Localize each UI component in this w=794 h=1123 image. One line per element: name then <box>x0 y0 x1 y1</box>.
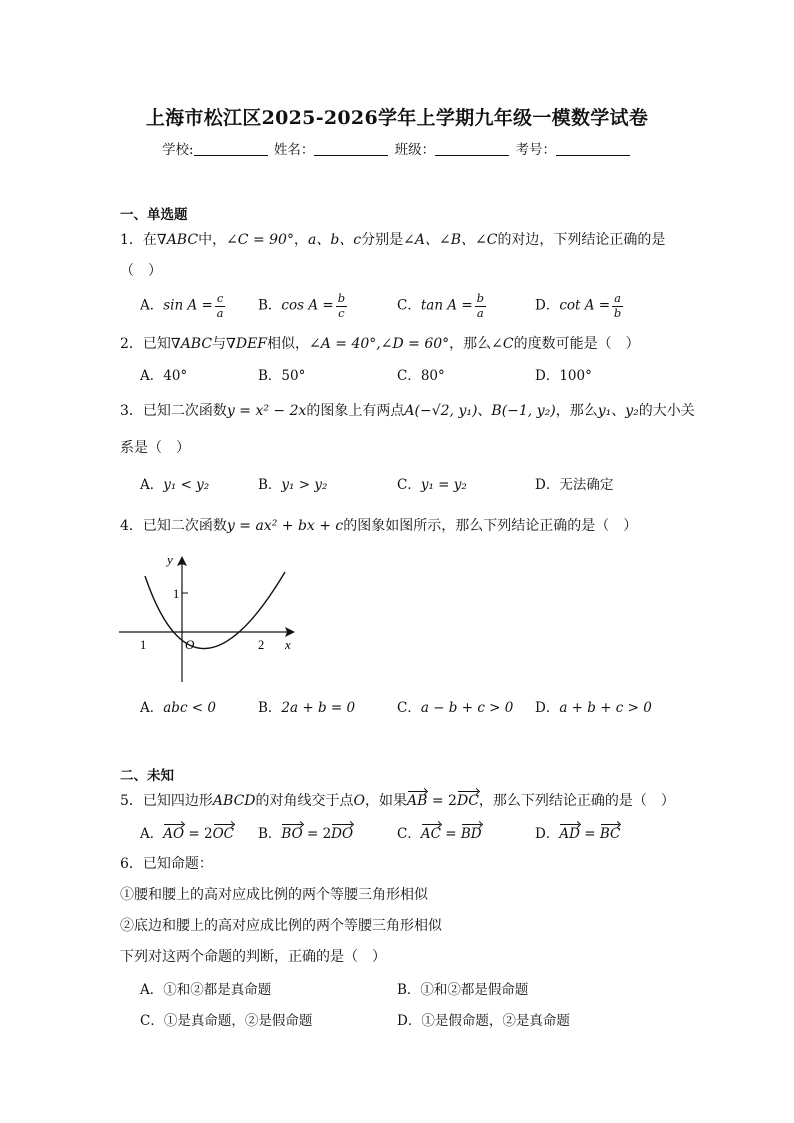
section-title-unknown: 二、未知 <box>120 768 174 784</box>
question-4-option-c[interactable]: C．a − b + c > 0 <box>397 700 514 716</box>
question-4-option-a[interactable]: A．abc < 0 <box>140 700 216 716</box>
question-1-option-c[interactable]: C．tan A = $\frac{b}{a}$ <box>397 291 485 320</box>
name-blank[interactable] <box>314 143 388 156</box>
question-2-option-a[interactable]: A．40° <box>140 368 188 384</box>
fraction: $\frac{b}{a}$ <box>476 291 485 320</box>
question-3-stem: 3．已知二次函数y = x² − 2x的图象上有两点A(−√2, y₁)、B(−1, y₂)，那么y₁、y₂的大小关 <box>120 403 695 419</box>
question-1-option-d[interactable]: D．cot A = $\frac{a}{b}$ <box>535 291 622 320</box>
question-5-option-b[interactable]: B．BO = 2DO <box>258 826 354 842</box>
question-1-option-a[interactable]: A．sin A = $\frac{c}{a}$ <box>140 291 224 320</box>
origin-label: O <box>185 637 195 652</box>
section-title-single-choice: 一、单选题 <box>120 207 188 223</box>
vector: AO <box>163 826 185 842</box>
question-2-option-d[interactable]: D．100° <box>535 368 592 384</box>
fraction: $\frac{c}{a}$ <box>216 291 224 320</box>
vector: AC <box>420 826 441 842</box>
question-3-option-c[interactable]: C．y₁ = y₂ <box>397 477 467 493</box>
vector: BC <box>599 826 621 842</box>
question-5-option-d[interactable]: D．AD = BC <box>535 826 621 842</box>
student-info-line <box>0 138 794 158</box>
question-2-option-c[interactable]: C．80° <box>397 368 445 384</box>
vector: AD <box>559 826 580 842</box>
fraction: $\frac{b}{c}$ <box>337 291 346 320</box>
vector: BO <box>281 826 303 842</box>
question-6-option-a[interactable]: A．①和②都是真命题 <box>140 982 272 998</box>
question-1-stem-line2: （ ） <box>120 263 162 279</box>
school-label: 学校: <box>162 142 194 158</box>
question-5-option-a[interactable]: A．AO = 2OC <box>140 826 234 842</box>
exam-no-blank[interactable] <box>556 143 630 156</box>
question-5-option-c[interactable]: C．AC = BD <box>397 826 482 842</box>
question-4-option-b[interactable]: B．2a + b = 0 <box>258 700 356 716</box>
question-1-stem: 1．在∇ABC中，∠C = 90°，a、b、c分别是∠A、∠B、∠C的对边，下列结论正确的是 <box>120 232 666 248</box>
y-tick-label: 1 <box>173 587 180 601</box>
parabola-graph <box>115 548 305 688</box>
question-6-proposition-2: ②底边和腰上的高对应成比例的两个等腰三角形相似 <box>120 918 442 934</box>
question-6-ask: 下列对这两个命题的判断，正确的是（ ） <box>120 949 386 965</box>
question-4-option-d[interactable]: D．a + b + c > 0 <box>535 700 652 716</box>
x-tick-neg-label: 1 <box>140 638 147 652</box>
question-6-proposition-1: ①腰和腰上的高对应成比例的两个等腰三角形相似 <box>120 887 428 903</box>
x-axis-label: x <box>285 637 291 652</box>
question-4-stem: 4．已知二次函数y = ax² + bx + c的图象如图所示，那么下列结论正确的是（ ） <box>120 518 638 534</box>
question-5-stem: 5．已知四边形ABCD的对角线交于点O，如果AB = 2DC，那么下列结论正确的是（ ） <box>120 793 675 809</box>
exam-title: 上海市松江区2025-2026学年上学期九年级一模数学试卷 <box>145 107 649 129</box>
question-3-stem-line2: 系是（ ） <box>120 440 190 456</box>
question-2-stem: 2．已知∇ABC与∇DEF相似，∠A = 40°,∠D = 60°，那么∠C的度数可能是（ ） <box>120 336 640 352</box>
question-6-option-b[interactable]: B．①和②都是假命题 <box>397 982 529 998</box>
question-6-option-c[interactable]: C．①是真命题，②是假命题 <box>140 1013 313 1029</box>
class-label: 班级： <box>394 142 436 158</box>
fraction: $\frac{a}{b}$ <box>613 291 622 320</box>
class-blank[interactable] <box>435 143 509 156</box>
vector: BD <box>460 826 482 842</box>
question-3-option-d[interactable]: D．无法确定 <box>535 477 614 493</box>
x-tick-pos-label: 2 <box>258 638 265 652</box>
question-2-option-b[interactable]: B．50° <box>258 368 306 384</box>
vector: DC <box>456 793 479 809</box>
y-axis-label: y <box>167 552 173 567</box>
vector: AB <box>407 793 428 809</box>
question-3-option-a[interactable]: A．y₁ < y₂ <box>140 477 210 493</box>
question-6-option-d[interactable]: D．①是假命题，②是真命题 <box>397 1013 570 1029</box>
question-6-stem: 6．已知命题： <box>120 856 213 872</box>
school-blank[interactable] <box>194 143 268 156</box>
vector: DO <box>331 826 354 842</box>
question-3-option-b[interactable]: B．y₁ > y₂ <box>258 477 328 493</box>
vector: OC <box>212 826 234 842</box>
exam-no-label: 考号： <box>515 142 556 158</box>
question-1-option-b[interactable]: B．cos A = $\frac{b}{c}$ <box>258 291 346 320</box>
name-label: 姓名： <box>273 142 315 158</box>
